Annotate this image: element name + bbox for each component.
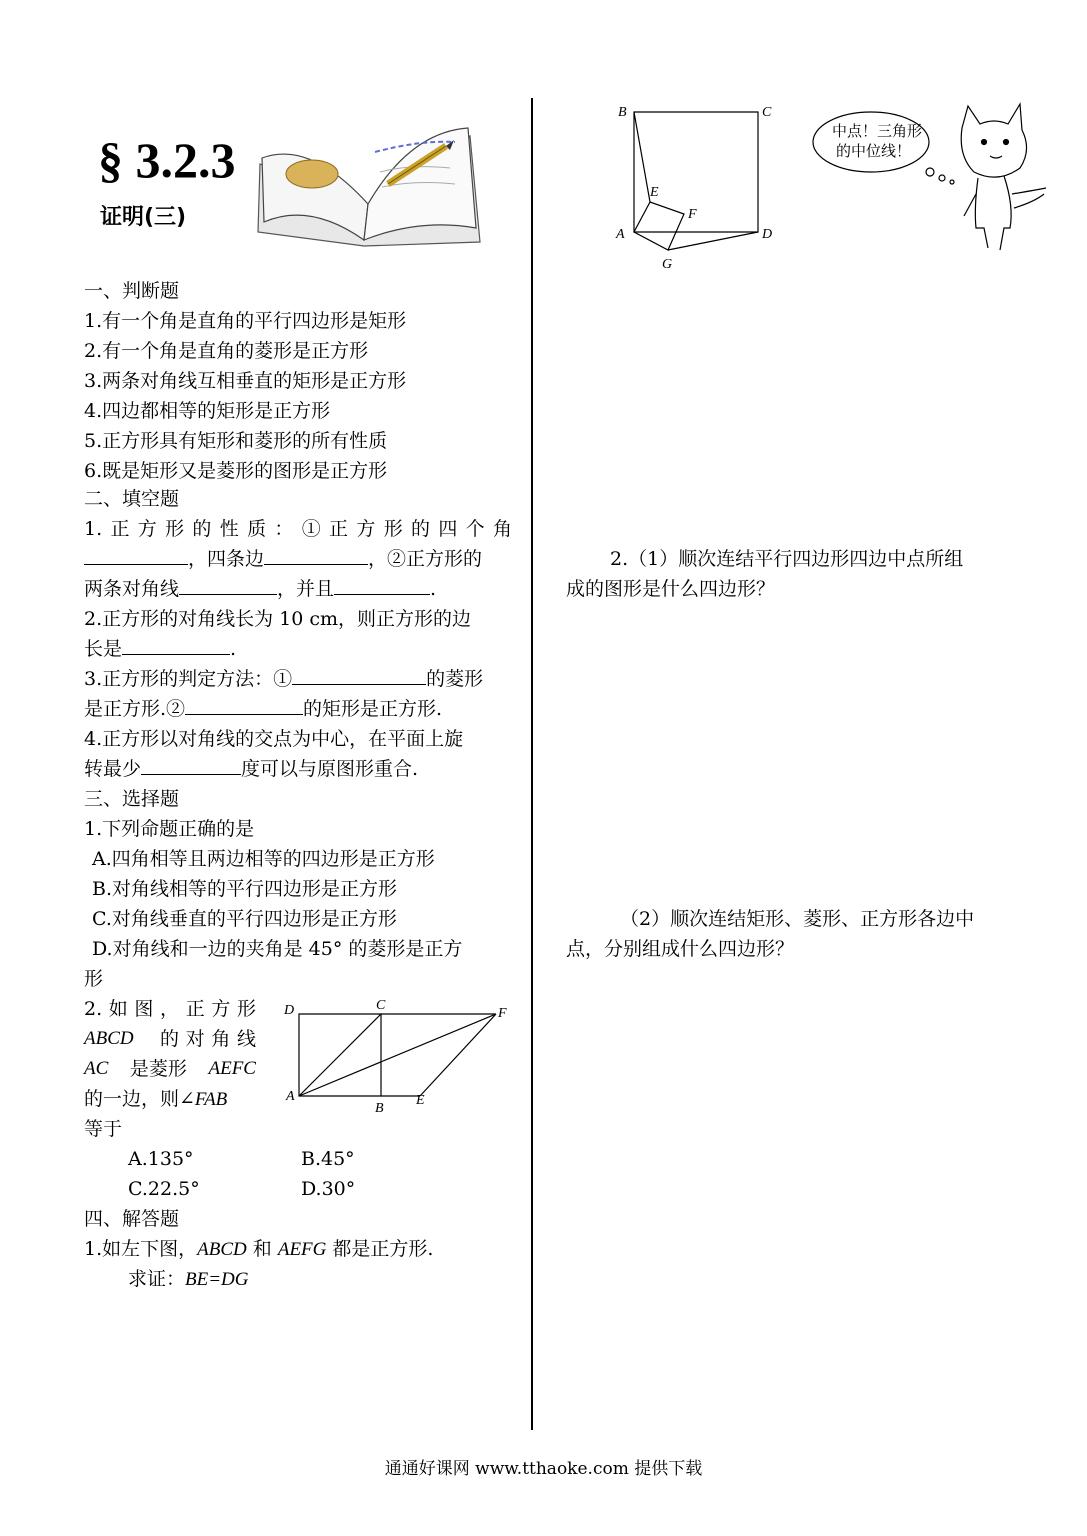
s3-heading: 三、选择题 <box>84 788 180 810</box>
label-c: C <box>762 105 772 120</box>
right-q2-1-line2: 成的图形是什么四边形？ <box>566 578 776 600</box>
right-q2-2-line1: （2）顺次连结矩形、菱形、正方形各边中 <box>620 908 975 930</box>
s3-q1-option-d: D.对角线和一边的夹角是 45° 的菱形是正方 <box>92 938 463 960</box>
page-footer: 通通好课网 www.tthaoke.com 提供下载 <box>384 1459 703 1479</box>
s2-q1-line3: 两条对角线 ，并且 . <box>84 574 436 604</box>
s2-q2-line2: 长是 . <box>84 634 236 664</box>
blank <box>264 544 368 565</box>
s3-q2-option-c: C.22.5° <box>128 1178 200 1200</box>
s2-q4-line1: 4.正方形以对角线的交点为中心，在平面上旋 <box>84 728 464 750</box>
s3-q1-option-b: B.对角线相等的平行四边形是正方形 <box>92 878 398 900</box>
s3-q1-option-a: A.四角相等且两边相等的四边形是正方形 <box>92 848 435 870</box>
s3-q2-line4: 的一边，则∠FAB <box>84 1088 228 1110</box>
s2-q4-line2: 转最少 度可以与原图形重合. <box>84 754 418 784</box>
s3-q1-stem: 1.下列命题正确的是 <box>84 818 255 840</box>
s1-item-1: 1.有一个角是直角的平行四边形是矩形 <box>84 310 407 332</box>
section-subtitle: 证明(三) <box>100 205 187 230</box>
label-g: G <box>662 257 673 272</box>
label-d: D <box>284 1003 295 1018</box>
s2-q1-line2: ，四条边 ，②正方形的 <box>84 544 482 574</box>
segment-ef <box>420 1014 496 1096</box>
blank <box>141 754 241 775</box>
book-illustration <box>250 112 482 248</box>
blank <box>334 574 430 595</box>
s3-q2-option-d: D.30° <box>301 1178 356 1200</box>
blank <box>179 574 277 595</box>
s1-item-6: 6.既是矩形又是菱形的图形是正方形 <box>84 460 388 482</box>
s3-q2-line2: ABCD 的对角线 <box>84 1028 256 1050</box>
blank <box>185 694 303 715</box>
s1-item-2: 2.有一个角是直角的菱形是正方形 <box>84 340 369 362</box>
s1-item-3: 3.两条对角线互相垂直的矩形是正方形 <box>84 370 407 392</box>
s4-proof: 求证：BE=DG <box>128 1268 249 1290</box>
s2-q2-line1: 2.正方形的对角线长为 10 cm，则正方形的边 <box>84 608 472 630</box>
s2-heading: 二、填空题 <box>84 488 180 510</box>
label-a: A <box>616 227 625 242</box>
s3-q2-option-b: B.45° <box>301 1148 355 1170</box>
square-aefg <box>634 202 684 250</box>
s1-item-4: 4.四边都相等的矩形是正方形 <box>84 400 331 422</box>
segment-be <box>634 112 650 202</box>
s1-heading: 一、判断题 <box>84 280 180 302</box>
label-a: A <box>286 1089 295 1104</box>
label-d: D <box>762 227 773 242</box>
label-f: F <box>498 1006 507 1021</box>
segment-dg <box>668 232 758 250</box>
figure-two-squares <box>610 98 790 276</box>
right-q2-2-line2: 点，分别组成什么四边形？ <box>566 938 795 960</box>
s3-q1-option-d-cont: 形 <box>84 968 104 990</box>
s4-heading: 四、解答题 <box>84 1208 180 1230</box>
figure-square-rhombus <box>280 998 516 1116</box>
blank <box>122 634 230 655</box>
s2-q3-line2: 是正方形.② 的矩形是正方形. <box>84 694 442 724</box>
label-c: C <box>376 998 386 1013</box>
s2-q3-line1: 3.正方形的判定方法：① 的菱形 <box>84 664 483 694</box>
blank <box>84 544 188 565</box>
label-b: B <box>375 1101 384 1116</box>
label-e: E <box>416 1093 425 1108</box>
s3-q2-line5: 等于 <box>84 1118 123 1140</box>
speech-line-1: 中点！三角形 <box>832 122 923 140</box>
blank <box>292 664 426 685</box>
column-divider <box>531 98 533 1430</box>
s3-q2-line1: 2.如图，正方形 <box>84 998 256 1020</box>
right-q2-1-line1: 2.（1）顺次连结平行四边形四边中点所组 <box>610 548 964 570</box>
s2-q1-line1: 1.正方形的性质：①正方形的四个角 <box>84 518 512 540</box>
section-number: § 3.2.3 <box>98 132 236 188</box>
diagonal-ac <box>299 1014 381 1096</box>
s3-q1-option-c: C.对角线垂直的平行四边形是正方形 <box>92 908 397 930</box>
label-e: E <box>650 185 659 200</box>
s3-q2-option-a: A.135° <box>128 1148 194 1170</box>
segment-af <box>299 1014 496 1096</box>
cartoon-cat <box>808 98 1060 258</box>
speech-line-2: 的中位线！ <box>836 142 912 160</box>
s1-item-5: 5.正方形具有矩形和菱形的所有性质 <box>84 430 388 452</box>
s4-q1: 1.如左下图，ABCD 和 AEFG 都是正方形. <box>84 1238 434 1260</box>
label-b: B <box>618 105 627 120</box>
label-f: F <box>688 207 697 222</box>
s3-q2-line3: AC 是菱形 AEFC <box>84 1058 256 1080</box>
